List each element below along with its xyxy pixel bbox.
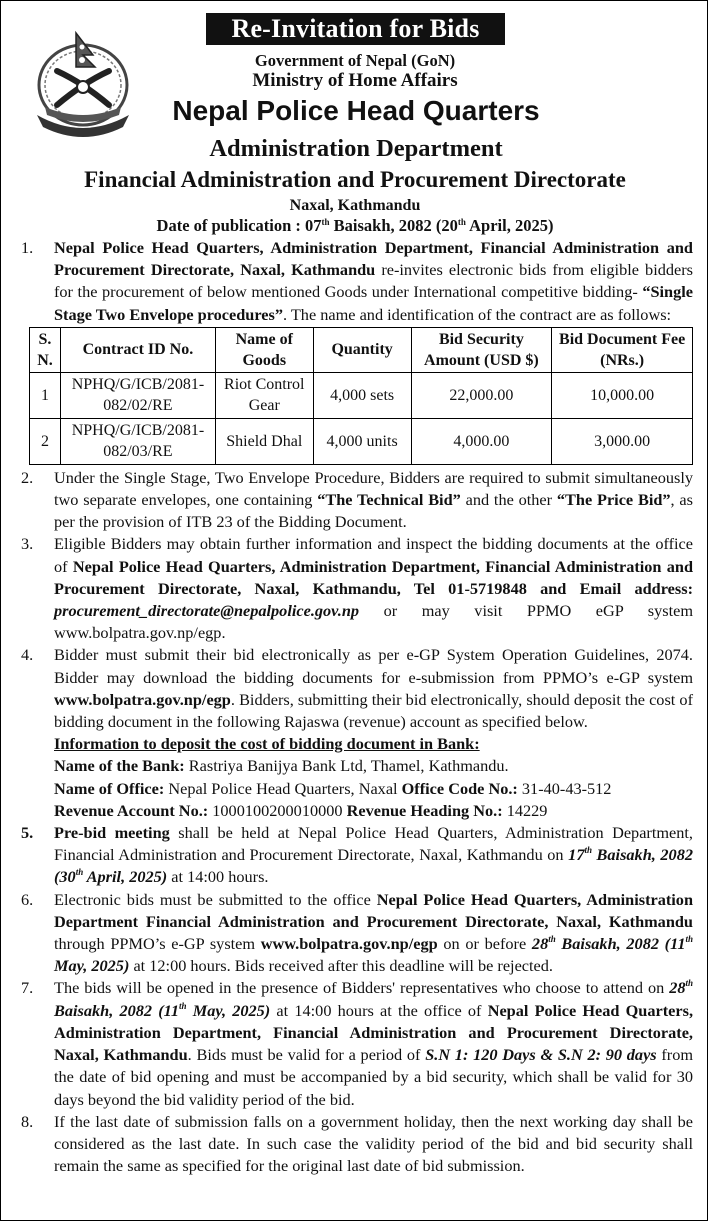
clause-number: 1.: [21, 238, 34, 257]
egp-url: www.bolpatra.gov.np/egp: [54, 689, 231, 709]
clause-number: 5.: [21, 823, 34, 843]
address: Naxal, Kathmandu: [289, 197, 421, 214]
cell-quantity: 4,000 sets: [313, 372, 411, 418]
col-doc-fee: Bid Document Fee (NRs.): [552, 327, 693, 372]
cell-contract-id: NPHQ/G/ICB/2081-082/03/RE: [60, 418, 215, 464]
clause-number: 2.: [21, 467, 34, 487]
directorate-name: Financial Administration and Procurement Directorate: [84, 167, 626, 192]
notice-title-banner: Re-Invitation for Bids: [206, 13, 505, 45]
bank-heading: Information to deposit the cost of bidding document in Bank:: [54, 734, 480, 754]
table-row: [30, 372, 693, 418]
publication-date: Date of publication : 07th Baisakh, 2082 (20th April, 2025): [156, 216, 554, 235]
cell-quantity: 4,000 units: [313, 418, 411, 464]
clause-number: 6.: [21, 889, 34, 909]
contact-email: procurement_directorate@nepalpolice.gov.np: [54, 601, 360, 621]
col-quantity: Quantity: [313, 327, 411, 372]
organization-name: Nepal Police Head Quarters: [172, 95, 540, 126]
clause-2: 2. Under the Single Stage, Two Envelope Procedure, Bidders are required to submit simultaneously two separate envelopes, one containing “The Technical Bid” and the other “The Price Bid”, as per the provision of ITB 23 of the Bidding Document.: [21, 467, 693, 532]
cell-sn: 2: [30, 418, 61, 464]
col-goods: Name of Goods: [215, 327, 313, 372]
clause-number: 8.: [21, 1111, 34, 1131]
clause-7: 7. The bids will be opened in the presence of Bidders' representatives who choose to attend on 28th Baisakh, 2082 (11th May, 2025) at 14:00 hours at the office of Nepal Police Head Quarters, Administration Department, Financial Administration and Procurement Directorate, Naxal, Kathmandu. Bids must be valid for a period of S.N 1: 120 Days & S.N 2: 90 days from the date of bid opening and must be accompanied by a bid security, which shall be valid for 30 days beyond the bid validity period of the bid.: [21, 978, 694, 1109]
notice-body: [21, 237, 693, 1177]
clause-3: 3. Eligible Bidders may obtain further information and inspect the bidding documents at the office of Nepal Police Head Quarters, Administration Department, Financial Administration and Procurement Directorate, Naxal, Kathmandu, Tel 01-5719848 and Email address: procurement_directorate@nepalpolice.gov.np or may visit PPMO eGP system www.bolpatra.gov.np/egp.: [21, 534, 693, 643]
bank-details: Information to deposit the cost of bidding document in Bank: Name of the Bank: Rastriya Banijya Bank Ltd, Thamel, Kathmandu. Name of Office: Nepal Police Head Quarters, Naxal Office Code No.: 31-40-43-512 Revenue Account No.: 1000100200010000 Revenue Heading No.: 14229: [21, 733, 693, 822]
clause-number: 7.: [21, 978, 34, 998]
clause-1: 1. Nepal Police Head Quarters, Administration Department, Financial Administration and Procurement Directorate, Naxal, Kathmandu re-invites electronic bids from eligible bidders for the procurement of below mentioned Goods under International competitive bidding- “Single Stage Two Envelope procedures”. The name and identification of the contract are as follows:: [21, 238, 693, 324]
cell-goods: Riot Control Gear: [215, 372, 313, 418]
cell-bid-security: 4,000.00: [411, 418, 552, 464]
cell-bid-security: 22,000.00: [411, 372, 552, 418]
government-name: Government of Nepal (GoN): [254, 51, 456, 70]
clause-5: 5. Pre-bid meeting shall be held at Nepal Police Head Quarters, Administration Department, Financial Administration and Procurement Directorate, Naxal, Kathmandu on 17th Baisakh, 2082 (30th April, 2025) at 14:00 hours.: [21, 823, 693, 887]
col-contract-id: Contract ID No.: [60, 327, 215, 372]
ministry-name: Ministry of Home Affairs: [252, 70, 458, 91]
clause-8: 8. If the last date of submission falls on a government holiday, then the next working day shall be considered as the last date. In such case the validity period of the bid and bid security shall remain the same as specified for the original last date of bid submission.: [21, 1111, 693, 1176]
cell-sn: 1: [30, 372, 61, 418]
cell-doc-fee: 10,000.00: [552, 372, 693, 418]
table-header-row: [30, 327, 693, 372]
col-sn: S. N.: [30, 327, 61, 372]
cell-contract-id: NPHQ/G/ICB/2081-082/02/RE: [60, 372, 215, 418]
contracts-table: [29, 327, 693, 465]
clause-number: 3.: [21, 534, 34, 554]
table-row: [30, 418, 693, 464]
clause-4: 4. Bidder must submit their bid electronically as per e-GP System Operation Guidelines, 2074. Bidder may download the bidding documents for e-submission from PPMO’s e-GP system www.bolpatra.gov.np/egp. Bidders, submitting their bid electronically, should deposit the cost of bidding document in the following Rajaswa (revenue) account as specified below.: [21, 645, 693, 732]
clause-6: 6. Electronic bids must be submitted to the office Nepal Police Head Quarters, Administration Department Financial Administration and Procurement Directorate, Naxal, Kathmandu through PPMO’s e-GP system www.bolpatra.gov.np/egp on or before 28th Baisakh, 2082 (11th May, 2025) at 12:00 hours. Bids received after this deadline will be rejected.: [21, 889, 693, 976]
cell-doc-fee: 3,000.00: [552, 418, 693, 464]
clause-number: 4.: [21, 645, 34, 665]
department-name: Administration Department: [209, 135, 503, 162]
col-bid-security: Bid Security Amount (USD $): [411, 327, 552, 372]
cell-goods: Shield Dhal: [215, 418, 313, 464]
